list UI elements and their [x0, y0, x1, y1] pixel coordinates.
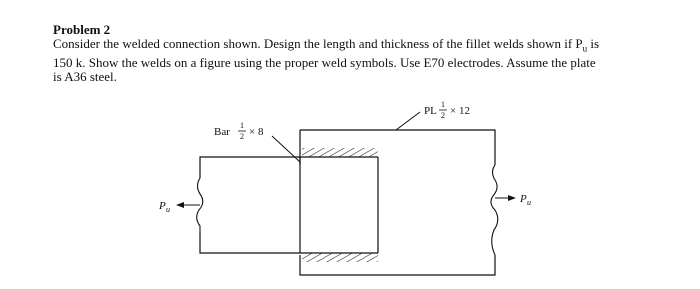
bar-fraction-num: 1 [240, 121, 244, 130]
bar-label-leader [272, 136, 300, 162]
statement-line-1-text: Consider the welded connection shown. Design the length and thickness of the fillet welds shown if P [53, 36, 583, 51]
bar-label-suffix: × 8 [249, 126, 264, 138]
right-load-arrowhead [508, 195, 516, 201]
bar-label-prefix: Bar [214, 126, 230, 138]
left-load-arrowhead [176, 202, 184, 208]
top-fillet-weld [302, 148, 378, 157]
right-load-subscript: u [527, 198, 531, 207]
problem-statement-line-2: 150 k. Show the welds on a figure using the proper weld symbols. Use E70 electrodes. Assume the plate [53, 54, 596, 70]
plate-break-line [491, 165, 498, 255]
left-load-label: P [159, 200, 166, 212]
problem-title: Problem 2 [53, 22, 111, 37]
plate-fraction-den: 2 [441, 111, 445, 120]
plate-label-suffix: × 12 [450, 105, 470, 117]
bottom-fillet-weld [302, 253, 378, 262]
statement-line-1-subscript: u [582, 43, 588, 54]
plate-label-leader [396, 112, 420, 130]
statement-line-1-tail: is [587, 36, 600, 51]
plate-label-prefix: PL [424, 105, 437, 117]
right-load-label: P [520, 193, 527, 205]
bar-fraction-den: 2 [240, 132, 244, 141]
bar-outline [200, 157, 378, 253]
plate-fraction-num: 1 [441, 100, 445, 109]
problem-statement-line-3: is A36 steel. [53, 68, 117, 84]
left-load-subscript: u [166, 205, 170, 214]
